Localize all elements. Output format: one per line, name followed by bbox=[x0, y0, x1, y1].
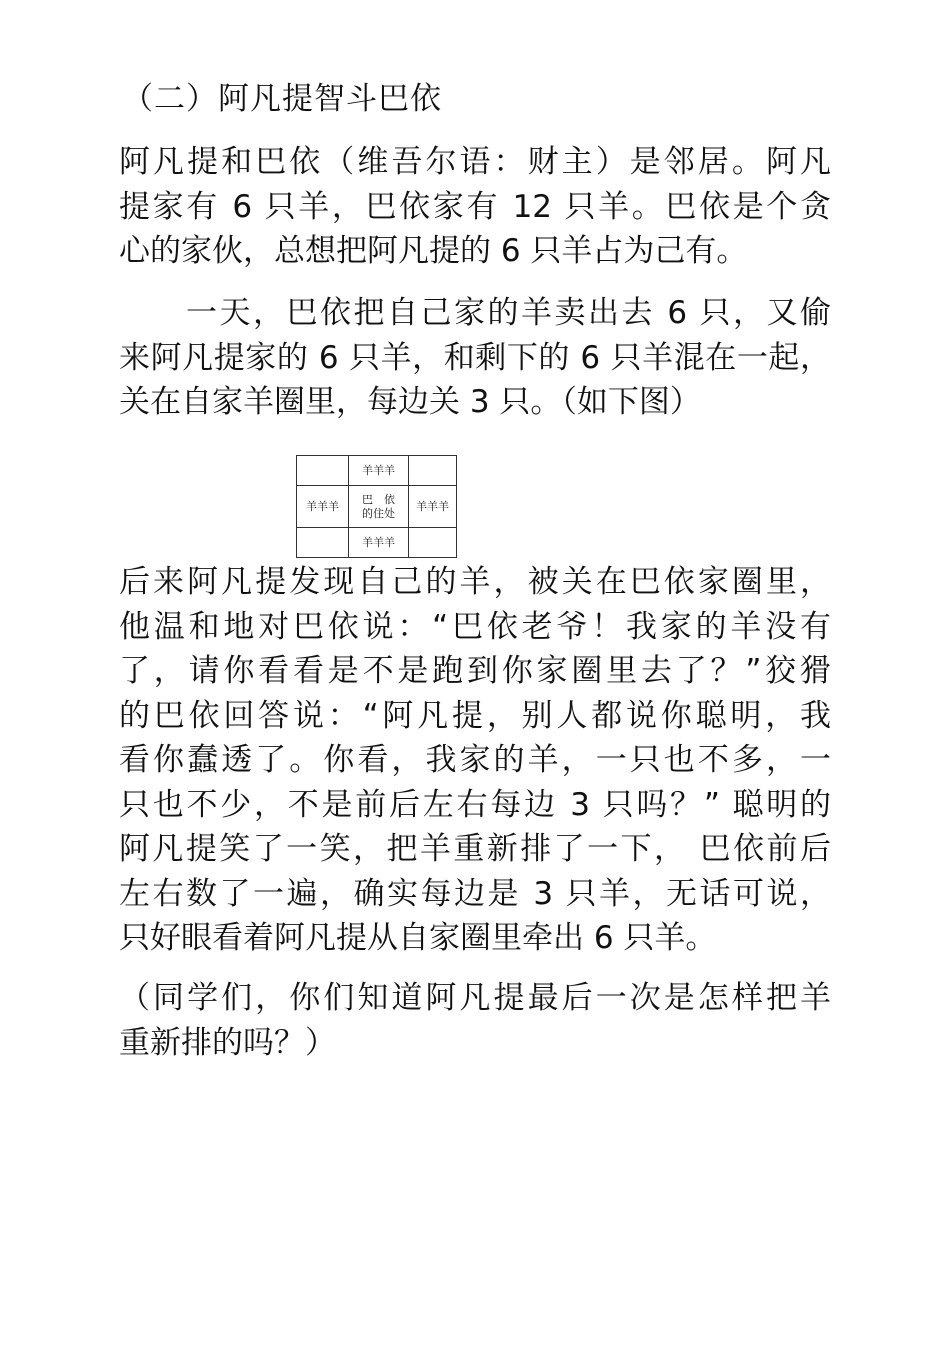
text-line: 的巴依回答说：“阿凡提，别人都说你聪明，我 bbox=[119, 697, 831, 734]
text-line: 只也不少，不是前后左右每边 3 只吗？” 聪明的 bbox=[119, 786, 831, 823]
text-line: 提家有 6 只羊，巴依家有 12 只羊。巴依是个贪 bbox=[119, 188, 831, 225]
paragraph-intro bbox=[119, 140, 831, 274]
pen-cell-top-right bbox=[409, 456, 457, 486]
pen-center-label-line: 巴 依 bbox=[362, 492, 395, 506]
text-line: 了，请你看看是不是跑到你家圈里去了？”狡猾 bbox=[119, 653, 831, 689]
pen-cell-top: 羊羊羊 bbox=[349, 456, 409, 486]
paragraph-story bbox=[119, 560, 831, 961]
pen-cell-bottom-right bbox=[409, 528, 457, 558]
text-line: （同学们，你们知道阿凡提最后一次是怎样把羊 bbox=[119, 980, 831, 1016]
pen-cell-right: 羊羊羊 bbox=[409, 486, 457, 528]
paragraph-question bbox=[119, 976, 831, 1065]
text-line: 只好眼看着阿凡提从自家圈里牵出 6 只羊。 bbox=[119, 920, 717, 956]
text-line: 看你蠢透了。你看，我家的羊，一只也不多，一 bbox=[119, 742, 831, 778]
text-line: 一天，巴依把自己家的羊卖出去 6 只，又偷 bbox=[119, 295, 831, 331]
text-line: 心的家伙，总想把阿凡提的 6 只羊占为己有。 bbox=[119, 233, 748, 269]
pen-cell-bottom-left bbox=[297, 528, 349, 558]
text-line: 来阿凡提家的 6 只羊，和剩下的 6 只羊混在一起， bbox=[119, 339, 831, 376]
pen-cell-center bbox=[349, 486, 409, 528]
text-line: 阿凡提笑了一笑，把羊重新排了一下， 巴依前后 bbox=[119, 831, 831, 867]
text-line: 后来阿凡提发现自己的羊，被关在巴依家圈里， bbox=[119, 564, 831, 600]
text-line: 他温和地对巴依说：“巴依老爷！我家的羊没有 bbox=[119, 608, 831, 645]
section-title: （二）阿凡提智斗巴依 bbox=[122, 81, 442, 117]
pen-cell-top-left bbox=[297, 456, 349, 486]
text-line: 关在自家羊圈里，每边关 3 只。（如下图） bbox=[119, 384, 701, 420]
text-line: 重新排的吗？） bbox=[119, 1024, 336, 1061]
text-line: 左右数了一遍，确实每边是 3 只羊，无话可说， bbox=[119, 875, 831, 912]
sheep-pen-diagram bbox=[296, 455, 457, 558]
pen-center-label-line: 的住处 bbox=[362, 506, 395, 520]
text-line: 阿凡提和巴依（维吾尔语：财主）是邻居。阿凡 bbox=[119, 144, 831, 180]
pen-cell-bottom: 羊羊羊 bbox=[349, 528, 409, 558]
pen-cell-left: 羊羊羊 bbox=[297, 486, 349, 528]
paragraph-setup bbox=[119, 291, 831, 425]
